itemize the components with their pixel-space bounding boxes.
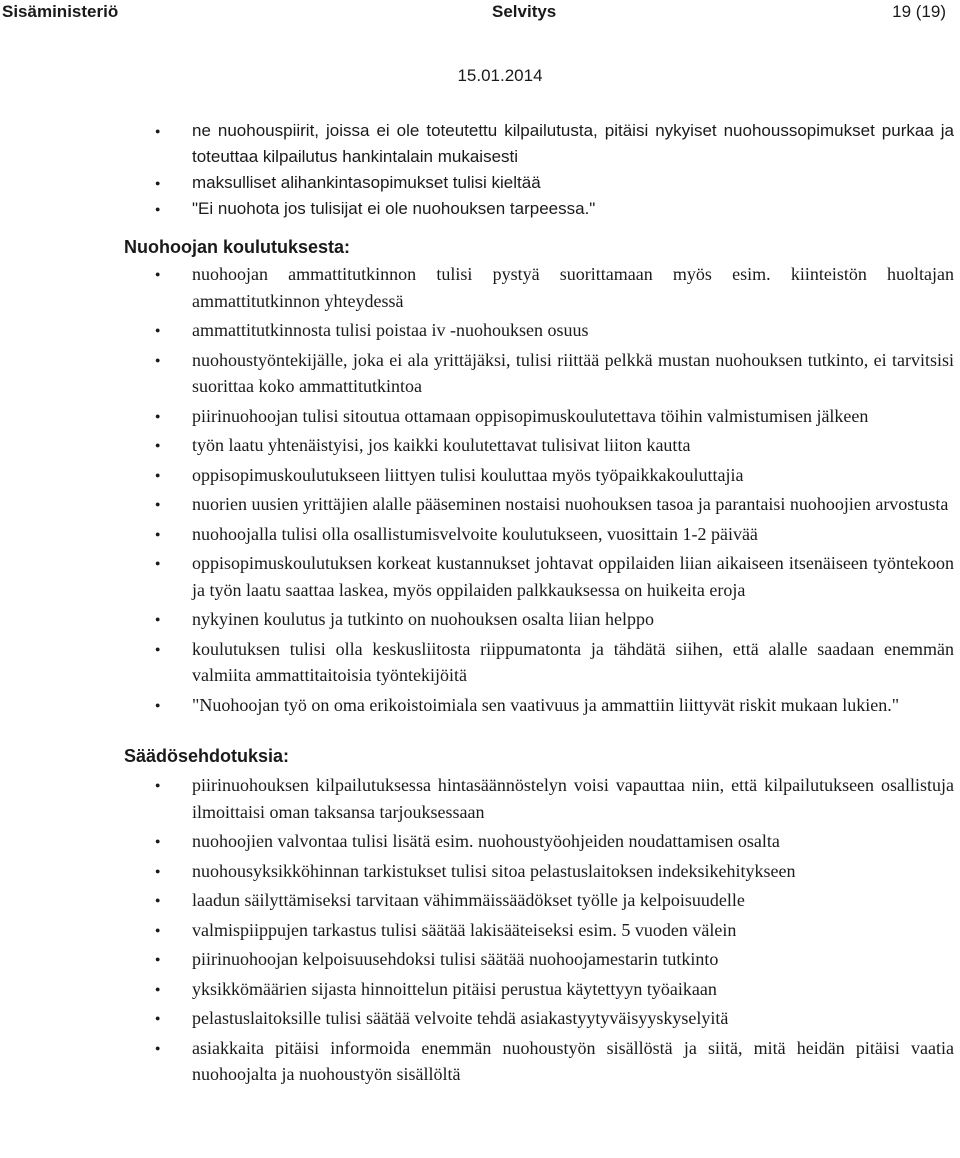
list-item: ● nuohousyksikköhinnan tarkistukset tulisi sitoa pelastuslaitoksen indeksikehitykseen <box>124 858 954 885</box>
organization-name: Sisäministeriö <box>2 2 119 21</box>
list-item: ● nuohoojalla tulisi olla osallistumisvelvoite koulutukseen, vuosittain 1-2 päivää <box>124 521 954 548</box>
list-item: ● nuorien uusien yrittäjien alalle pääseminen nostaisi nuohouksen tasoa ja parantaisi nuohoojien arvostusta <box>124 491 954 518</box>
list-item: ● piirinuohoojan tulisi sitoutua ottamaan oppisopimuskoulutettava töihin valmistumisen jälkeen <box>124 403 954 430</box>
section-heading-regulation: Säädösehdotuksia: <box>124 746 290 766</box>
page-number: 19 (19) <box>892 2 946 21</box>
list-item: ● nuohoustyöntekijälle, joka ei ala yrittäjäksi, tulisi riittää pelkkä mustan nuohouksen tutkinto, ei tarvitsisi suorittaa koko ammattitutkintoa <box>124 347 954 400</box>
list-item: ● valmispiippujen tarkastus tulisi säätää lakisääteiseksi esim. 5 vuoden välein <box>124 917 954 944</box>
list-item: ● asiakkaita pitäisi informoida enemmän nuohoustyön sisällöstä ja siitä, mitä heidän pitäisi vaatia nuohoojalta ja nuohoustyön sisällöltä <box>124 1035 954 1088</box>
list-item: ● "Ei nuohota jos tulisijat ei ole nuohouksen tarpeessa." <box>124 196 954 222</box>
list-item: ● yksikkömäärien sijasta hinnoittelun pitäisi perustua käytettyyn työaikaan <box>124 976 954 1003</box>
list-item: ● piirinuohoojan kelpoisuusehdoksi tulisi säätää nuohoojamestarin tutkinto <box>124 946 954 973</box>
intro-list <box>124 118 954 222</box>
list-item: ● oppisopimuskoulutuksen korkeat kustannukset johtavat oppilaiden liian aikaiseen itsenäiseen työntekoon ja työn laatu saattaa laskea, myös oppilaiden palkkauksessa on huikeita eroja <box>124 550 954 603</box>
list-item: ● piirinuohouksen kilpailutuksessa hintasäännöstelyn voisi vapauttaa niin, että kilpailutukseen osallistuja ilmoittaisi oman taksansa tarjouksessaan <box>124 772 954 825</box>
list-item: ● nuohoojan ammattitutkinnon tulisi pystyä suorittamaan myös esim. kiinteistön huoltajan ammattitutkinnon yhteydessä <box>124 261 954 314</box>
list-item: ● oppisopimuskoulutukseen liittyen tulisi kouluttaa myös työpaikkakouluttajia <box>124 462 954 489</box>
list-item: ● ne nuohouspiirit, joissa ei ole toteutettu kilpailutusta, pitäisi nykyiset nuohoussopimukset purkaa ja toteuttaa kilpailutus hankintalain mukaisesti <box>124 118 954 170</box>
list-item: ● laadun säilyttämiseksi tarvitaan vähimmäissäädökset työlle ja kelpoisuudelle <box>124 887 954 914</box>
list-item: ● koulutuksen tulisi olla keskusliitosta riippumatonta ja tähdätä siihen, että alalle saadaan enemmän valmiita ammattitaitoisia työntekijöitä <box>124 636 954 689</box>
list-item: ● maksulliset alihankintasopimukset tulisi kieltää <box>124 170 954 196</box>
document-body <box>124 118 954 1091</box>
list-item: ● työn laatu yhtenäistyisi, jos kaikki koulutettavat tulisivat liiton kautta <box>124 432 954 459</box>
document-date: 15.01.2014 <box>457 66 543 85</box>
page-header <box>0 0 960 24</box>
list-item: ● pelastuslaitoksille tulisi säätää velvoite tehdä asiakastyytyväisyyskyselyitä <box>124 1005 954 1032</box>
training-list <box>124 261 954 718</box>
section-heading-training: Nuohoojan koulutuksesta: <box>124 237 351 257</box>
list-item: ● ammattitutkinnosta tulisi poistaa iv -nuohouksen osuus <box>124 317 954 344</box>
list-item: ● "Nuohoojan työ on oma erikoistoimiala sen vaativuus ja ammattiin liittyvät riskit mukaan lukien." <box>124 692 954 719</box>
document-type: Selvitys <box>492 2 557 21</box>
regulation-list <box>124 772 954 1088</box>
list-item: ● nykyinen koulutus ja tutkinto on nuohouksen osalta liian helppo <box>124 606 954 633</box>
list-item: ● nuohoojien valvontaa tulisi lisätä esim. nuohoustyöohjeiden noudattamisen osalta <box>124 828 954 855</box>
